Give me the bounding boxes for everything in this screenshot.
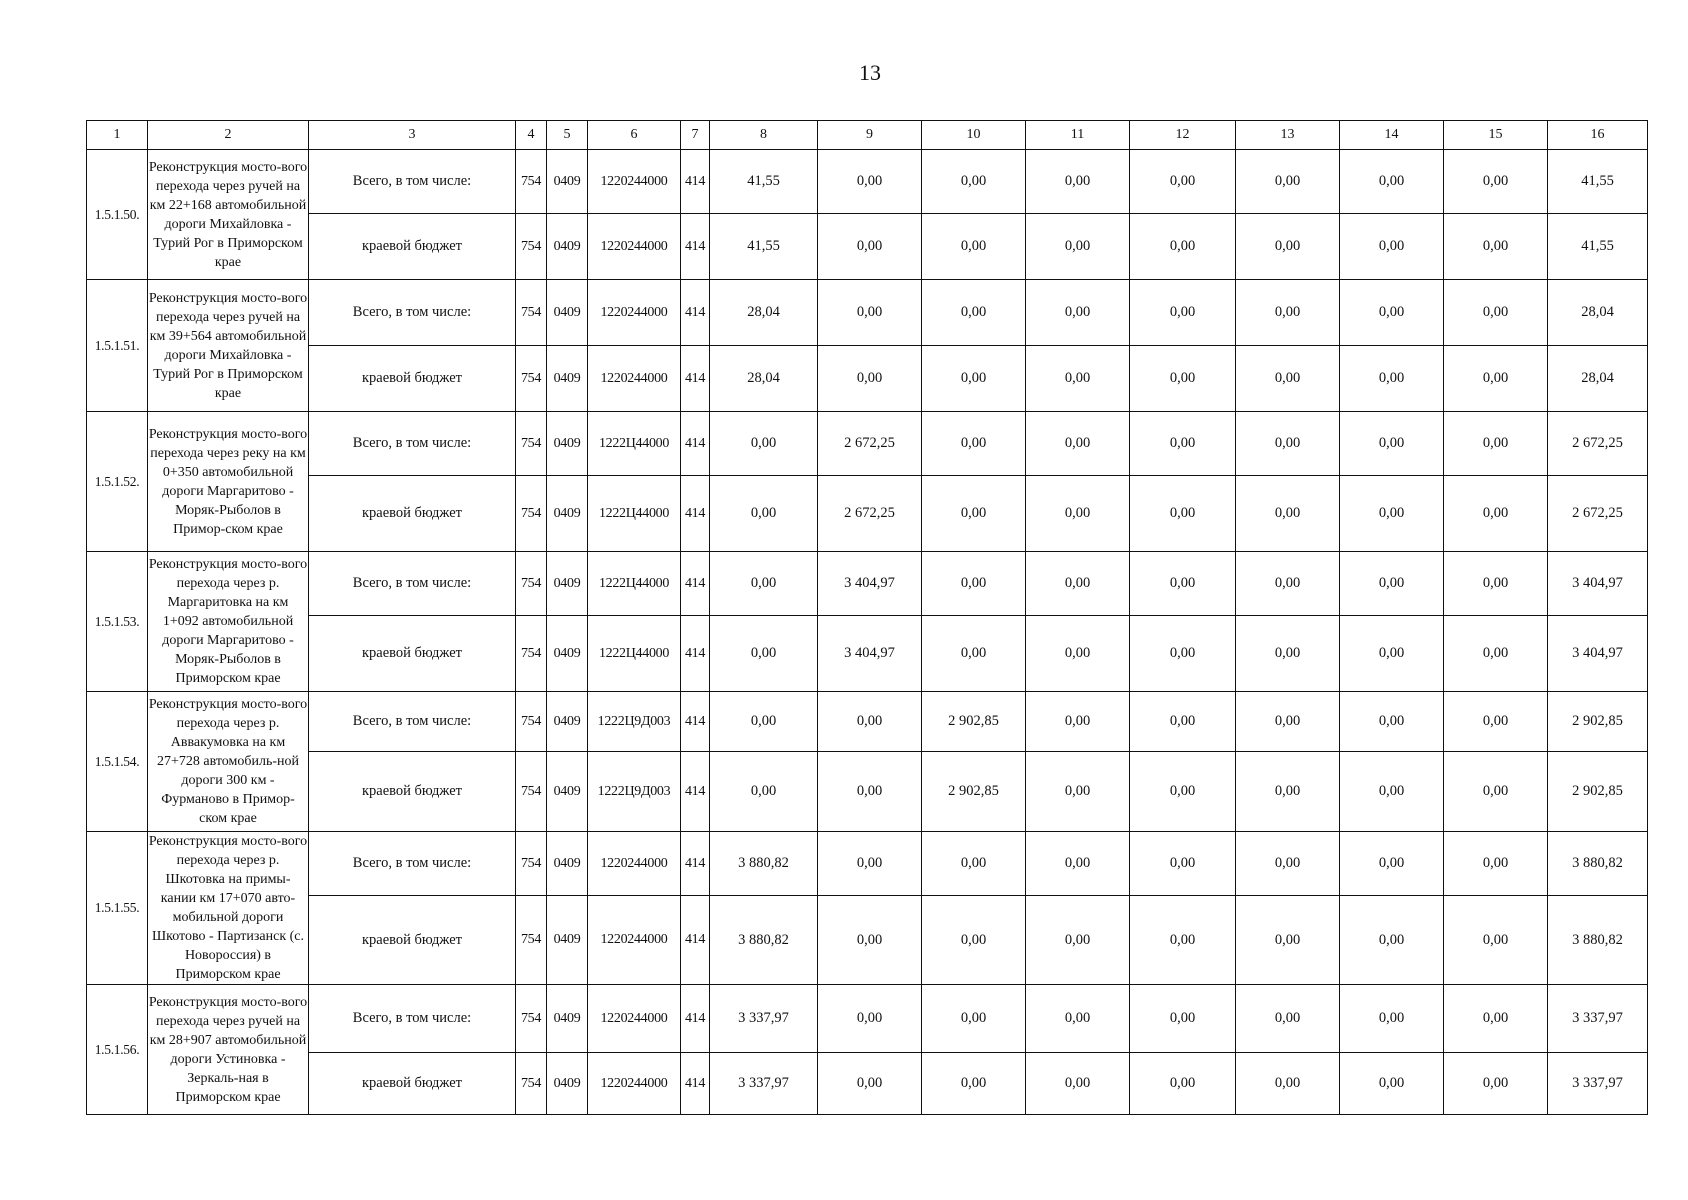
section-code: 0409: [547, 214, 588, 280]
amount-cell: 0,00: [1340, 985, 1444, 1053]
expense-type-code: 414: [681, 150, 710, 214]
amount-cell: 0,00: [818, 692, 922, 752]
column-number: 10: [922, 121, 1026, 150]
amount-cell: 0,00: [922, 985, 1026, 1053]
amount-cell: 0,00: [922, 346, 1026, 412]
row-description: Всего, в том числе:: [309, 552, 516, 616]
amount-cell: 28,04: [1548, 280, 1648, 346]
target-article-code: 1222Ц9Д003: [588, 752, 681, 832]
expense-type-code: 414: [681, 476, 710, 552]
ministry-code: 754: [516, 832, 547, 896]
table-row: [87, 832, 1648, 896]
amount-cell: 0,00: [1444, 896, 1548, 985]
column-number: 14: [1340, 121, 1444, 150]
amount-cell: 0,00: [1444, 1053, 1548, 1115]
entry-name: Реконструкция мосто-вого перехода через реку на км 0+350 автомобильной дороги Маргаритово - Моряк-Рыболов в Примор-ском крае: [148, 412, 309, 552]
amount-cell: 3 404,97: [818, 616, 922, 692]
amount-cell: 0,00: [1236, 616, 1340, 692]
column-number: 3: [309, 121, 516, 150]
column-number: 7: [681, 121, 710, 150]
amount-cell: 0,00: [1236, 896, 1340, 985]
target-article-code: 1220244000: [588, 346, 681, 412]
amount-cell: 0,00: [1444, 552, 1548, 616]
row-description: краевой бюджет: [309, 896, 516, 985]
amount-cell: 3 337,97: [1548, 1053, 1648, 1115]
amount-cell: 0,00: [1340, 476, 1444, 552]
amount-cell: 3 880,82: [710, 832, 818, 896]
entry-code: 1.5.1.51.: [87, 280, 148, 412]
table-row: [87, 280, 1648, 346]
amount-cell: 3 404,97: [1548, 552, 1648, 616]
target-article-code: 1220244000: [588, 214, 681, 280]
amount-cell: 3 404,97: [818, 552, 922, 616]
ministry-code: 754: [516, 752, 547, 832]
amount-cell: 0,00: [1236, 412, 1340, 476]
amount-cell: 0,00: [1130, 150, 1236, 214]
amount-cell: 0,00: [1236, 280, 1340, 346]
table-row: [87, 752, 1648, 832]
amount-cell: 0,00: [1444, 150, 1548, 214]
row-description: Всего, в том числе:: [309, 832, 516, 896]
amount-cell: 2 902,85: [922, 692, 1026, 752]
section-code: 0409: [547, 412, 588, 476]
section-code: 0409: [547, 346, 588, 412]
column-number: 6: [588, 121, 681, 150]
amount-cell: 0,00: [710, 476, 818, 552]
expense-type-code: 414: [681, 552, 710, 616]
amount-cell: 2 902,85: [922, 752, 1026, 832]
amount-cell: 0,00: [1130, 552, 1236, 616]
column-number: 11: [1026, 121, 1130, 150]
amount-cell: 0,00: [922, 616, 1026, 692]
row-description: краевой бюджет: [309, 1053, 516, 1115]
amount-cell: 0,00: [818, 150, 922, 214]
amount-cell: 0,00: [1130, 985, 1236, 1053]
column-number: 15: [1444, 121, 1548, 150]
amount-cell: 0,00: [1130, 346, 1236, 412]
entry-code: 1.5.1.53.: [87, 552, 148, 692]
section-code: 0409: [547, 692, 588, 752]
target-article-code: 1220244000: [588, 832, 681, 896]
ministry-code: 754: [516, 150, 547, 214]
entry-name: Реконструкция мосто-вого перехода через р. Аввакумовка на км 27+728 автомобиль-ной дороги 300 км - Фурманово в Примор-ском крае: [148, 692, 309, 832]
entry-code: 1.5.1.56.: [87, 985, 148, 1115]
amount-cell: 0,00: [1444, 752, 1548, 832]
section-code: 0409: [547, 752, 588, 832]
amount-cell: 0,00: [1026, 692, 1130, 752]
amount-cell: 0,00: [1026, 280, 1130, 346]
ministry-code: 754: [516, 1053, 547, 1115]
amount-cell: 2 672,25: [1548, 476, 1648, 552]
target-article-code: 1222Ц44000: [588, 616, 681, 692]
amount-cell: 28,04: [1548, 346, 1648, 412]
row-description: краевой бюджет: [309, 214, 516, 280]
table-row: [87, 214, 1648, 280]
section-code: 0409: [547, 1053, 588, 1115]
ministry-code: 754: [516, 552, 547, 616]
target-article-code: 1222Ц9Д003: [588, 692, 681, 752]
amount-cell: 0,00: [818, 346, 922, 412]
amount-cell: 41,55: [1548, 150, 1648, 214]
section-code: 0409: [547, 552, 588, 616]
amount-cell: 2 672,25: [818, 412, 922, 476]
row-description: Всего, в том числе:: [309, 412, 516, 476]
expense-type-code: 414: [681, 412, 710, 476]
amount-cell: 28,04: [710, 280, 818, 346]
amount-cell: 0,00: [922, 280, 1026, 346]
amount-cell: 0,00: [1130, 1053, 1236, 1115]
amount-cell: 0,00: [1444, 832, 1548, 896]
row-description: Всего, в том числе:: [309, 280, 516, 346]
amount-cell: 0,00: [1340, 150, 1444, 214]
entry-code: 1.5.1.52.: [87, 412, 148, 552]
expense-type-code: 414: [681, 1053, 710, 1115]
expense-type-code: 414: [681, 692, 710, 752]
amount-cell: 0,00: [1026, 150, 1130, 214]
column-number: 16: [1548, 121, 1648, 150]
amount-cell: 3 337,97: [710, 1053, 818, 1115]
amount-cell: 0,00: [1340, 552, 1444, 616]
ministry-code: 754: [516, 412, 547, 476]
amount-cell: 0,00: [710, 412, 818, 476]
target-article-code: 1220244000: [588, 1053, 681, 1115]
ministry-code: 754: [516, 985, 547, 1053]
amount-cell: 0,00: [710, 692, 818, 752]
column-number: 1: [87, 121, 148, 150]
amount-cell: 0,00: [1236, 476, 1340, 552]
table-row: [87, 552, 1648, 616]
section-code: 0409: [547, 616, 588, 692]
amount-cell: 2 672,25: [1548, 412, 1648, 476]
amount-cell: 0,00: [1236, 150, 1340, 214]
amount-cell: 2 902,85: [1548, 692, 1648, 752]
amount-cell: 0,00: [1444, 346, 1548, 412]
expense-type-code: 414: [681, 616, 710, 692]
expense-type-code: 414: [681, 346, 710, 412]
column-number: 8: [710, 121, 818, 150]
target-article-code: 1222Ц44000: [588, 412, 681, 476]
amount-cell: 0,00: [710, 752, 818, 832]
row-description: краевой бюджет: [309, 616, 516, 692]
amount-cell: 0,00: [1026, 214, 1130, 280]
row-description: Всего, в том числе:: [309, 150, 516, 214]
column-number: 12: [1130, 121, 1236, 150]
column-number: 13: [1236, 121, 1340, 150]
entry-name: Реконструкция мосто-вого перехода через р. Шкотовка на примы-кании км 17+070 авто-мобильной дороги Шкотово - Партизанск (с. Новороссия) в Приморском крае: [148, 832, 309, 985]
amount-cell: 0,00: [922, 412, 1026, 476]
ministry-code: 754: [516, 896, 547, 985]
amount-cell: 0,00: [1236, 985, 1340, 1053]
row-description: Всего, в том числе:: [309, 692, 516, 752]
table-row: [87, 346, 1648, 412]
amount-cell: 0,00: [1444, 616, 1548, 692]
amount-cell: 0,00: [1236, 832, 1340, 896]
section-code: 0409: [547, 832, 588, 896]
amount-cell: 28,04: [710, 346, 818, 412]
amount-cell: 0,00: [1340, 280, 1444, 346]
table-row: [87, 150, 1648, 214]
amount-cell: 0,00: [818, 896, 922, 985]
amount-cell: 0,00: [922, 832, 1026, 896]
amount-cell: 0,00: [1444, 214, 1548, 280]
target-article-code: 1220244000: [588, 896, 681, 985]
entry-code: 1.5.1.50.: [87, 150, 148, 280]
expense-type-code: 414: [681, 896, 710, 985]
amount-cell: 41,55: [710, 214, 818, 280]
amount-cell: 0,00: [1026, 752, 1130, 832]
amount-cell: 0,00: [1444, 985, 1548, 1053]
entry-name: Реконструкция мосто-вого перехода через ручей на км 22+168 автомобильной дороги Михайловка - Турий Рог в Приморском крае: [148, 150, 309, 280]
amount-cell: 0,00: [1340, 412, 1444, 476]
amount-cell: 3 337,97: [1548, 985, 1648, 1053]
amount-cell: 0,00: [1340, 832, 1444, 896]
amount-cell: 0,00: [1026, 832, 1130, 896]
amount-cell: 0,00: [818, 832, 922, 896]
amount-cell: 3 880,82: [710, 896, 818, 985]
amount-cell: 0,00: [1130, 280, 1236, 346]
section-code: 0409: [547, 985, 588, 1053]
column-number-row: [87, 121, 1648, 150]
entry-name: Реконструкция мосто-вого перехода через р. Маргаритовка на км 1+092 автомобильной дороги Маргаритово - Моряк-Рыболов в Приморском крае: [148, 552, 309, 692]
amount-cell: 0,00: [1026, 1053, 1130, 1115]
amount-cell: 0,00: [1340, 692, 1444, 752]
amount-cell: 0,00: [818, 214, 922, 280]
amount-cell: 3 404,97: [1548, 616, 1648, 692]
table-row: [87, 412, 1648, 476]
amount-cell: 0,00: [710, 616, 818, 692]
expense-type-code: 414: [681, 280, 710, 346]
amount-cell: 0,00: [922, 214, 1026, 280]
amount-cell: 0,00: [1130, 752, 1236, 832]
amount-cell: 2 672,25: [818, 476, 922, 552]
amount-cell: 0,00: [1444, 476, 1548, 552]
amount-cell: 0,00: [1130, 476, 1236, 552]
ministry-code: 754: [516, 346, 547, 412]
row-description: краевой бюджет: [309, 752, 516, 832]
amount-cell: 0,00: [1236, 692, 1340, 752]
table-row: [87, 985, 1648, 1053]
amount-cell: 0,00: [922, 1053, 1026, 1115]
row-description: Всего, в том числе:: [309, 985, 516, 1053]
table-row: [87, 896, 1648, 985]
amount-cell: 0,00: [1026, 896, 1130, 985]
amount-cell: 0,00: [1236, 1053, 1340, 1115]
amount-cell: 0,00: [922, 150, 1026, 214]
amount-cell: 0,00: [1026, 476, 1130, 552]
amount-cell: 41,55: [710, 150, 818, 214]
amount-cell: 0,00: [818, 752, 922, 832]
amount-cell: 0,00: [818, 985, 922, 1053]
amount-cell: 0,00: [1340, 1053, 1444, 1115]
entry-code: 1.5.1.55.: [87, 832, 148, 985]
amount-cell: 2 902,85: [1548, 752, 1648, 832]
expense-type-code: 414: [681, 752, 710, 832]
column-number: 2: [148, 121, 309, 150]
amount-cell: 0,00: [1236, 346, 1340, 412]
expense-type-code: 414: [681, 214, 710, 280]
column-number: 4: [516, 121, 547, 150]
amount-cell: 0,00: [1444, 280, 1548, 346]
entry-name: Реконструкция мосто-вого перехода через ручей на км 39+564 автомобильной дороги Михайловка - Турий Рог в Приморском крае: [148, 280, 309, 412]
amount-cell: 0,00: [818, 1053, 922, 1115]
row-description: краевой бюджет: [309, 476, 516, 552]
amount-cell: 0,00: [1026, 346, 1130, 412]
amount-cell: 0,00: [1026, 985, 1130, 1053]
ministry-code: 754: [516, 280, 547, 346]
table-row: [87, 476, 1648, 552]
row-description: краевой бюджет: [309, 346, 516, 412]
amount-cell: 0,00: [1340, 346, 1444, 412]
target-article-code: 1222Ц44000: [588, 552, 681, 616]
amount-cell: 0,00: [1340, 752, 1444, 832]
amount-cell: 0,00: [1130, 412, 1236, 476]
amount-cell: 0,00: [1130, 692, 1236, 752]
amount-cell: 41,55: [1548, 214, 1648, 280]
entry-name: Реконструкция мосто-вого перехода через ручей на км 28+907 автомобильной дороги Устиновка - Зеркаль-ная в Приморском крае: [148, 985, 309, 1115]
amount-cell: 0,00: [1340, 896, 1444, 985]
amount-cell: 0,00: [1130, 616, 1236, 692]
amount-cell: 0,00: [1340, 616, 1444, 692]
column-number: 5: [547, 121, 588, 150]
column-number: 9: [818, 121, 922, 150]
amount-cell: 3 880,82: [1548, 896, 1648, 985]
section-code: 0409: [547, 150, 588, 214]
ministry-code: 754: [516, 476, 547, 552]
amount-cell: 0,00: [922, 896, 1026, 985]
ministry-code: 754: [516, 214, 547, 280]
amount-cell: 0,00: [1236, 752, 1340, 832]
page-number: 13: [859, 60, 881, 85]
table-row: [87, 692, 1648, 752]
budget-table: [86, 120, 1648, 1115]
expense-type-code: 414: [681, 985, 710, 1053]
amount-cell: 0,00: [1026, 412, 1130, 476]
ministry-code: 754: [516, 616, 547, 692]
amount-cell: 3 880,82: [1548, 832, 1648, 896]
amount-cell: 0,00: [1026, 552, 1130, 616]
amount-cell: 0,00: [922, 476, 1026, 552]
amount-cell: 0,00: [1444, 412, 1548, 476]
amount-cell: 0,00: [710, 552, 818, 616]
amount-cell: 0,00: [1130, 896, 1236, 985]
entry-code: 1.5.1.54.: [87, 692, 148, 832]
target-article-code: 1220244000: [588, 150, 681, 214]
amount-cell: 0,00: [1236, 552, 1340, 616]
amount-cell: 0,00: [1026, 616, 1130, 692]
amount-cell: 0,00: [818, 280, 922, 346]
amount-cell: 0,00: [1236, 214, 1340, 280]
table-row: [87, 616, 1648, 692]
section-code: 0409: [547, 476, 588, 552]
amount-cell: 0,00: [1444, 692, 1548, 752]
amount-cell: 0,00: [1340, 214, 1444, 280]
amount-cell: 0,00: [922, 552, 1026, 616]
section-code: 0409: [547, 280, 588, 346]
ministry-code: 754: [516, 692, 547, 752]
target-article-code: 1222Ц44000: [588, 476, 681, 552]
table-row: [87, 1053, 1648, 1115]
amount-cell: 0,00: [1130, 832, 1236, 896]
target-article-code: 1220244000: [588, 280, 681, 346]
amount-cell: 0,00: [1130, 214, 1236, 280]
target-article-code: 1220244000: [588, 985, 681, 1053]
expense-type-code: 414: [681, 832, 710, 896]
section-code: 0409: [547, 896, 588, 985]
amount-cell: 3 337,97: [710, 985, 818, 1053]
